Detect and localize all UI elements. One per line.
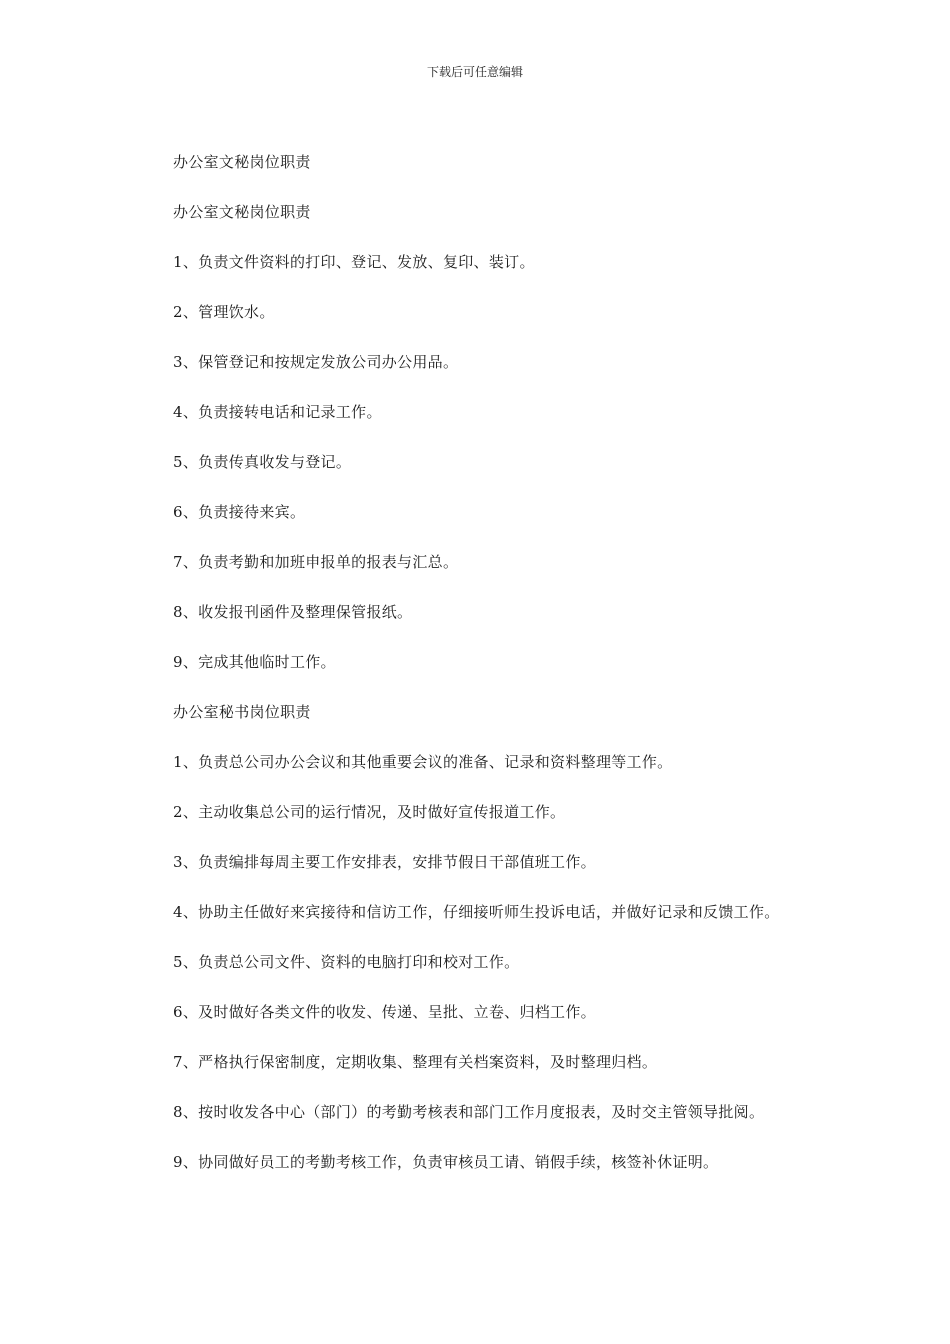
list-item: 4、协助主任做好来宾接待和信访工作，仔细接听师生投诉电话，并做好记录和反馈工作。: [173, 903, 780, 921]
list-item: 9、协同做好员工的考勤考核工作，负责审核员工请、销假手续，核签补休证明。: [173, 1153, 719, 1171]
list-item: 5、负责传真收发与登记。: [173, 453, 352, 471]
section-heading-clerk: 办公室文秘岗位职责: [173, 203, 311, 221]
page-header: 下载后可任意编辑: [426, 65, 523, 79]
document-body: [140, 150, 812, 1175]
list-item: 6、负责接待来宾。: [173, 503, 306, 521]
list-item: 1、负责文件资料的打印、登记、发放、复印、装订。: [173, 253, 535, 271]
list-item: 8、按时收发各中心（部门）的考勤考核表和部门工作月度报表，及时交主管领导批阅。: [173, 1103, 765, 1121]
list-item: 8、收发报刊函件及整理保管报纸。: [173, 603, 413, 621]
document-title: 办公室文秘岗位职责: [173, 153, 311, 171]
list-item: 7、负责考勤和加班申报单的报表与汇总。: [173, 553, 459, 571]
list-item: 3、保管登记和按规定发放公司办公用品。: [173, 353, 459, 371]
list-item: 7、严格执行保密制度，定期收集、整理有关档案资料，及时整理归档。: [173, 1053, 658, 1071]
list-item: 1、负责总公司办公会议和其他重要会议的准备、记录和资料整理等工作。: [173, 753, 673, 771]
list-item: 4、负责接转电话和记录工作。: [173, 403, 382, 421]
section-heading-secretary: 办公室秘书岗位职责: [173, 703, 311, 721]
list-item: 3、负责编排每周主要工作安排表，安排节假日干部值班工作。: [173, 853, 596, 871]
list-item: 2、主动收集总公司的运行情况，及时做好宣传报道工作。: [173, 803, 566, 821]
list-item: 5、负责总公司文件、资料的电脑打印和校对工作。: [173, 953, 520, 971]
list-item: 2、管理饮水。: [173, 303, 275, 321]
list-item: 6、及时做好各类文件的收发、传递、呈批、立卷、归档工作。: [173, 1003, 596, 1021]
list-item: 9、完成其他临时工作。: [173, 653, 336, 671]
